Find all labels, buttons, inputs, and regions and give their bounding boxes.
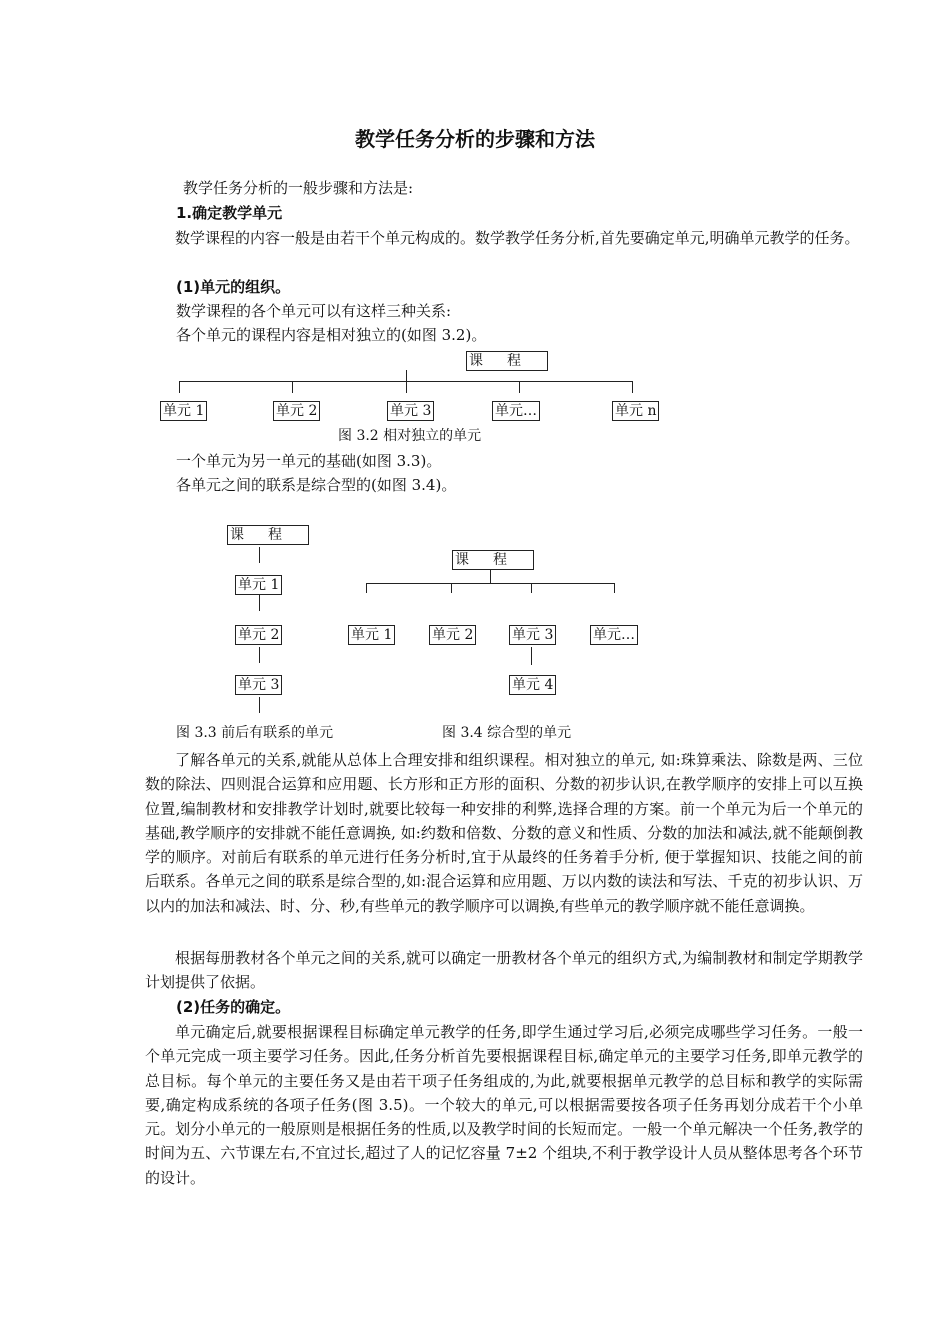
fig34-course-box: 课程 — [452, 550, 534, 570]
fig32-unit-box: 单元… — [492, 401, 540, 421]
fig34-drop-2 — [451, 583, 452, 593]
fig33-intro-line: 一个单元为另一单元的基础(如图 3.3)。 — [176, 452, 442, 470]
fig33-caption: 图 3.3 前后有联系的单元 — [176, 725, 334, 741]
fig34-branch-line — [366, 583, 614, 584]
fig33-unit-box: 单元 2 — [235, 625, 282, 645]
fig32-unit-box: 单元 3 — [387, 401, 434, 421]
fig34-unit-box: 单元 3 — [509, 625, 556, 645]
fig34-drop-1 — [366, 583, 367, 593]
fig33-unit-box: 单元 3 — [235, 675, 282, 695]
fig33-connector-1 — [259, 547, 260, 563]
fig33-connector-3 — [259, 647, 260, 663]
paragraph-tasks: 单元确定后,就要根据课程目标确定单元教学的任务,即学生通过学习后,必须完成哪些学习任务。一般一个单元完成一项主要学习任务。因此,任务分析首先要根据课程目标,确定单元的主要学习任务,即单元教学的总目标。每个单元的主要任务又是由若干项子任务组成的,为此,就要根据单元教学的总目标和教学的实际需要,确定构成系统的各项子任务(图 3.5)。一个较大的单元,可以根据需要按各项子任务再划分成若干个小单元。划分小单元的一般原则是根据任务的性质,以及教学时间的长短而定。一般一个单元解决一个任务,教学的时间为五、六节课左右,不宜过长,超过了人的记忆容量 7±2 个组块,不利于教学设计人员从整体思考各个环节的设计。 — [145, 1023, 863, 1187]
fig33-course-box: 课程 — [227, 525, 309, 545]
subheading-unit-organization: (1)单元的组织。 — [176, 278, 291, 296]
relations-intro-line: 数学课程的各个单元可以有这样三种关系: — [176, 302, 452, 320]
fig34-drop-4 — [614, 583, 615, 593]
subheading-task-determination: (2)任务的确定。 — [176, 998, 291, 1016]
fig33-connector-2 — [259, 595, 260, 611]
fig32-unit-box: 单元 n — [612, 401, 659, 421]
fig32-drop-5 — [632, 381, 633, 393]
fig32-drop-2 — [292, 381, 293, 393]
fig34-child-box: 单元 4 — [509, 675, 556, 695]
fig32-unit-box: 单元 1 — [160, 401, 207, 421]
page-title: 教学任务分析的步骤和方法 — [355, 127, 595, 151]
fig32-course-box: 课程 — [466, 351, 548, 371]
intro-line: 教学任务分析的一般步骤和方法是: — [183, 179, 414, 197]
fig32-drop-4 — [519, 381, 520, 393]
fig33-unit-box: 单元 1 — [235, 575, 282, 595]
fig34-caption: 图 3.4 综合型的单元 — [442, 725, 572, 741]
fig34-intro-line: 各单元之间的联系是综合型的(如图 3.4)。 — [176, 476, 457, 494]
paragraph-relations: 了解各单元的关系,就能从总体上合理安排和组织课程。相对独立的单元, 如:珠算乘法、除数是两、三位数的除法、四则混合运算和应用题、长方形和正方形的面积、分数的初步认识,在教学顺序的安排上可以互换位置,编制教材和安排教学计划时,就要比较每一种安排的利弊,选择合理的方案。前一个单元为后一个单元的基础,教学顺序的安排就不能任意调换, 如:约数和倍数、分数的意义和性质、分数的加法和减法,就不能颠倒教学的顺序。对前后有联系的单元进行任务分析时,宜于从最终的任务着手分析, 便于掌握知识、技能之间的前后联系。各单元之间的联系是综合型的,如:混合运算和应用题、万以内数的读法和写法、千克的初步认识、万以内的加法和减法、时、分、秒,有些单元的教学顺序可以调换,有些单元的教学顺序就不能任意调换。 — [145, 751, 863, 915]
fig32-drop-1 — [179, 381, 180, 393]
fig34-child-connector — [531, 647, 532, 665]
independent-units-line: 各个单元的课程内容是相对独立的(如图 3.2)。 — [176, 326, 487, 344]
fig32-drop-3 — [406, 381, 407, 393]
fig34-drop-3 — [531, 583, 532, 593]
paragraph-units: 数学课程的内容一般是由若干个单元构成的。数学教学任务分析,首先要确定单元,明确单元教学的任务。 — [175, 229, 860, 247]
fig32-unit-box: 单元 2 — [273, 401, 320, 421]
paragraph-basis: 根据每册教材各个单元之间的关系,就可以确定一册教材各个单元的组织方式,为编制教材和制定学期教学计划提供了依据。 — [145, 949, 863, 992]
fig34-unit-box: 单元 1 — [348, 625, 395, 645]
fig32-caption: 图 3.2 相对独立的单元 — [338, 428, 482, 444]
fig34-unit-box: 单元 2 — [429, 625, 476, 645]
fig34-root-connector — [490, 569, 491, 583]
fig33-connector-4 — [259, 697, 260, 713]
section-heading-1: 1.确定教学单元 — [176, 204, 283, 222]
fig34-unit-box: 单元… — [590, 625, 638, 645]
